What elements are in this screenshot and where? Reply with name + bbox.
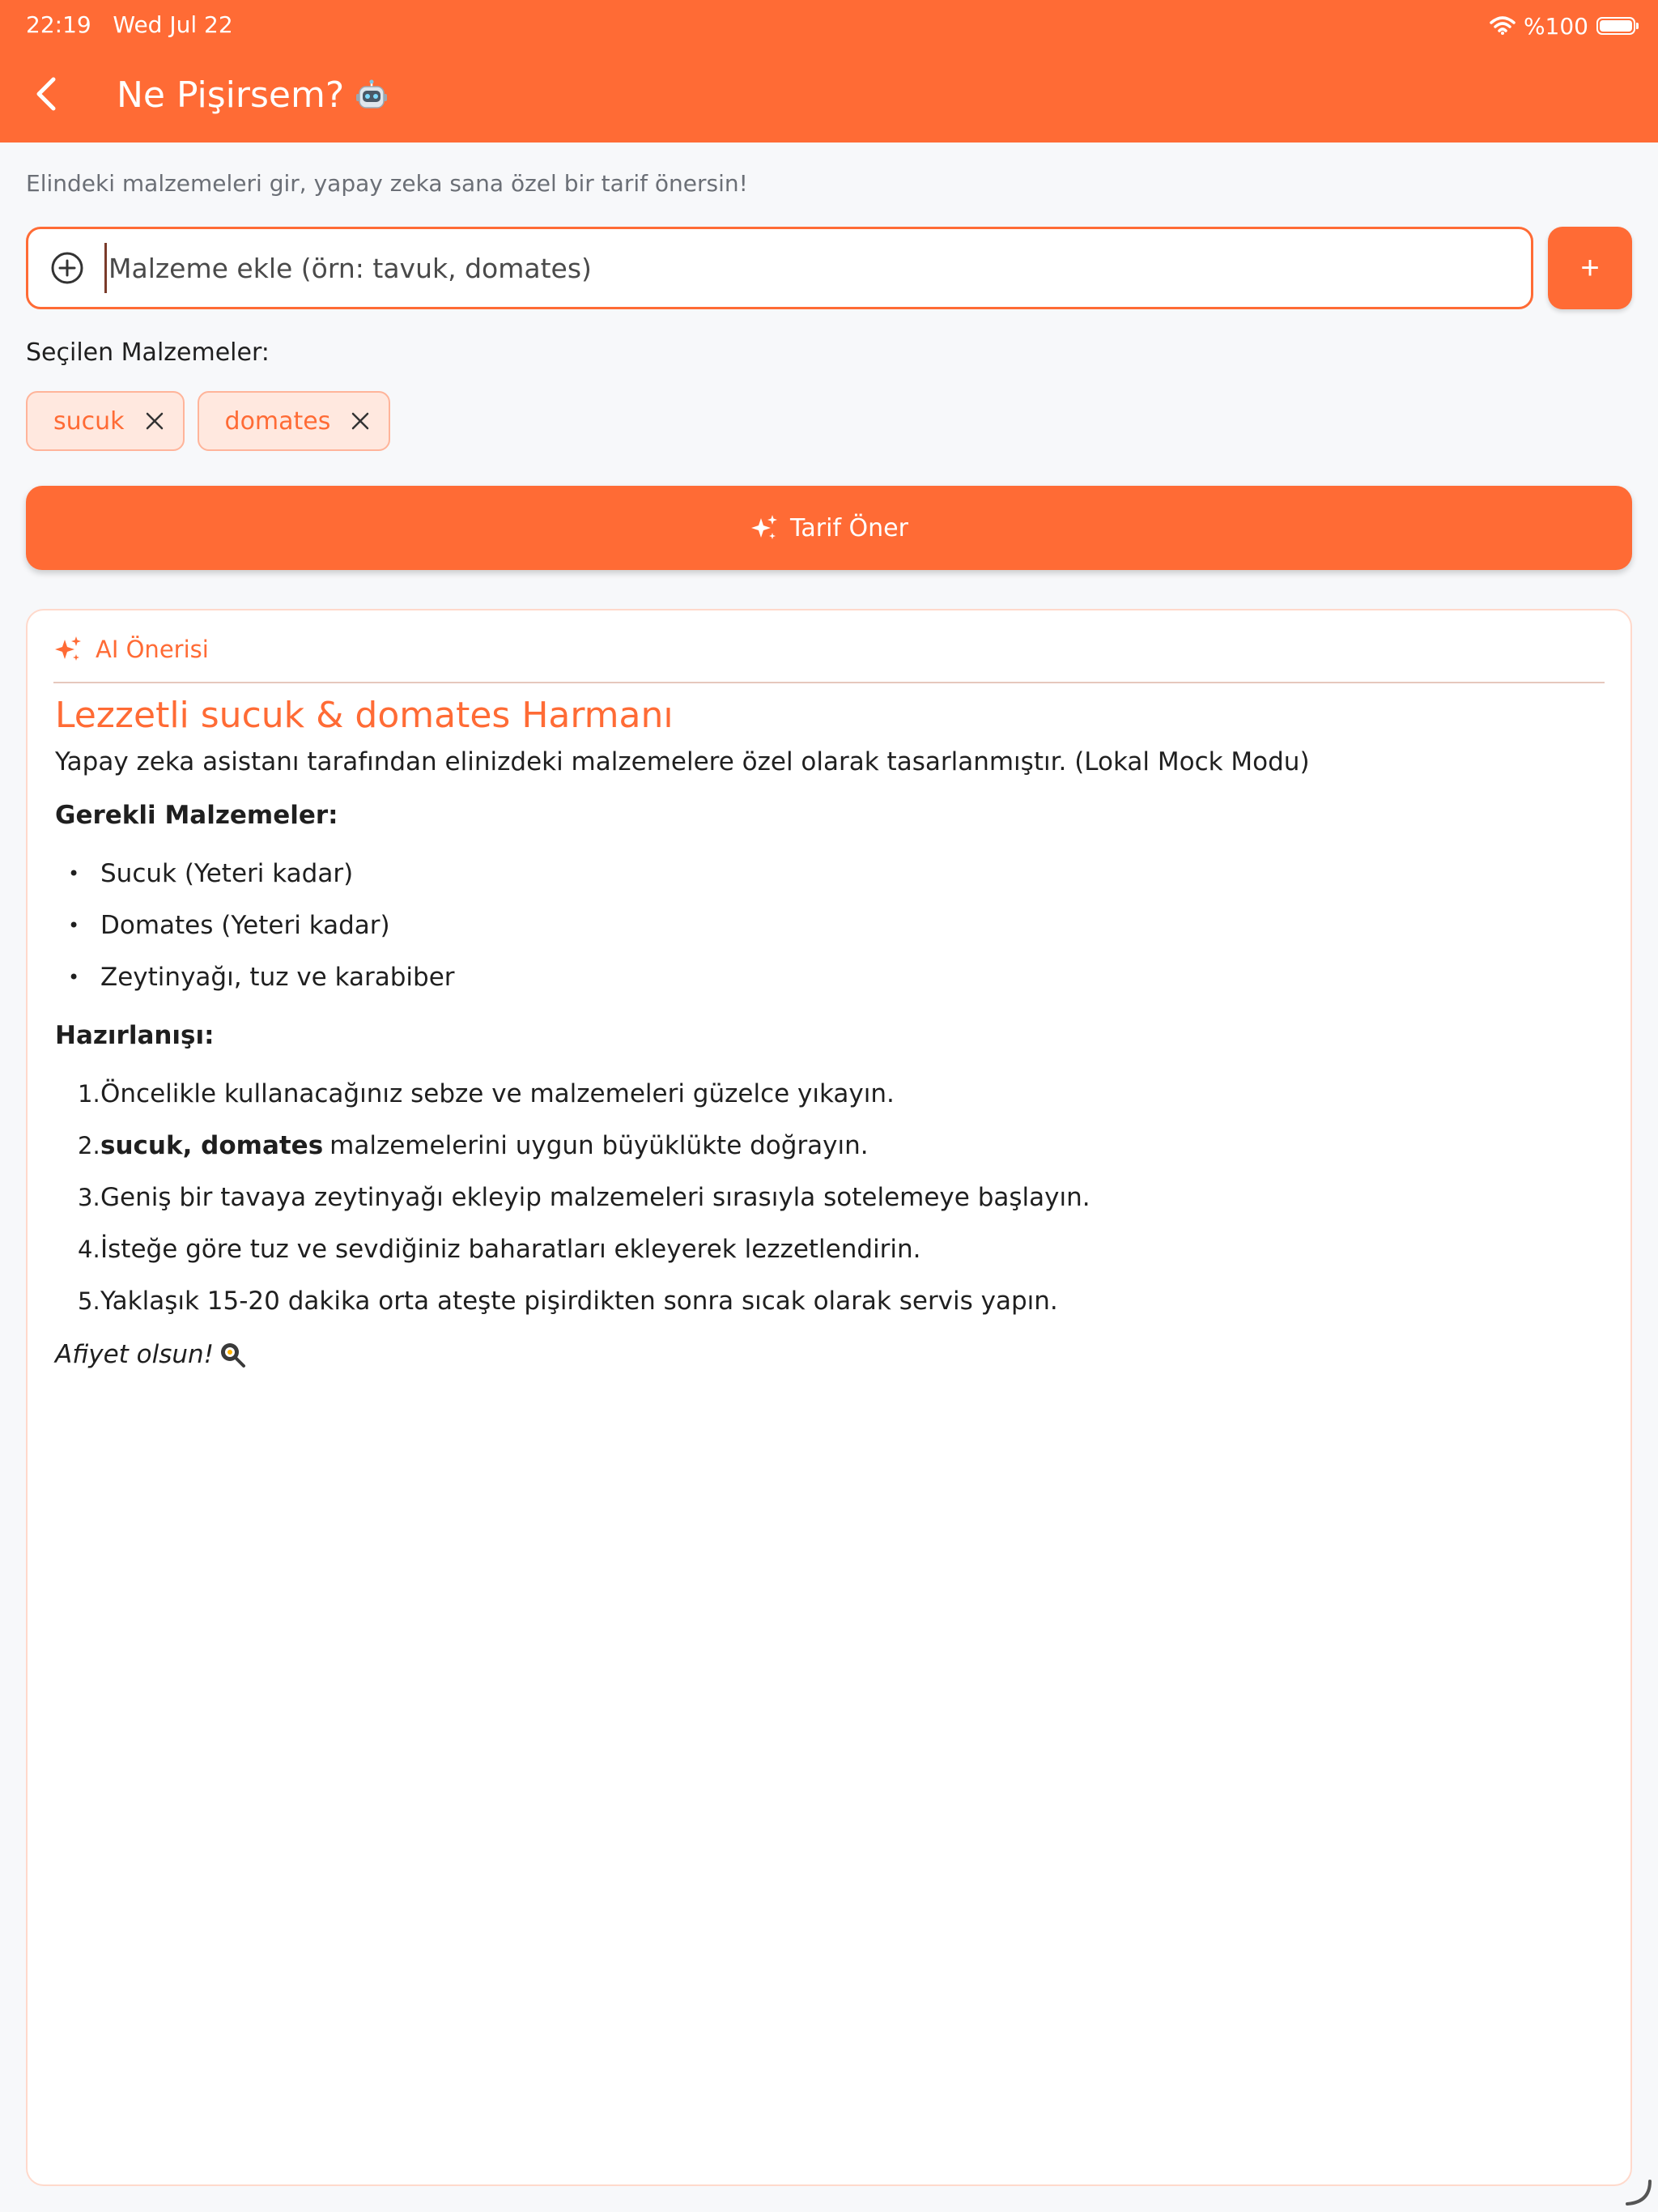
app-bar: [0, 0, 1658, 143]
ai-card-header-label: AI Önerisi: [96, 636, 209, 663]
steps-heading: Hazırlanışı:: [55, 1021, 215, 1050]
step-bold-text: sucuk, domates: [100, 1131, 324, 1160]
suggest-recipe-button[interactable]: [26, 486, 1632, 570]
step-item: [55, 1172, 1605, 1223]
status-date: Wed Jul 22: [113, 11, 233, 38]
close-icon[interactable]: [144, 410, 165, 432]
recipe-description: Yapay zeka asistanı tarafından elinizdeki malzemelere özel olarak tasarlanmıştır. (Lokal Mock Modu): [55, 747, 1310, 776]
list-item: • Zeytinyağı, tuz ve karabiber: [55, 951, 1605, 1003]
step-number: 4.: [78, 1236, 100, 1263]
robot-icon: [355, 79, 388, 112]
recipe-title: Lezzetli sucuk & domates Harmanı: [55, 695, 674, 736]
ingredients-heading: Gerekli Malzemeler:: [55, 801, 338, 830]
battery-percent: %100: [1523, 12, 1588, 40]
step-text: malzemelerini uygun büyüklükte doğrayın.: [329, 1131, 869, 1160]
selected-ingredients-chips: [26, 391, 390, 451]
chip-label: domates: [224, 406, 331, 436]
add-circle-icon: [49, 250, 85, 286]
chevron-left-icon: [31, 76, 63, 112]
ingredients-list: [55, 848, 1605, 1003]
selected-ingredients-label: Seçilen Malzemeler:: [26, 338, 270, 367]
back-button[interactable]: [23, 70, 71, 118]
page-title-text: Ne Pişirsem?: [117, 74, 345, 116]
sparkle-icon: [750, 513, 779, 542]
list-item: • Sucuk (Yeteri kadar): [55, 848, 1605, 900]
list-item: • Domates (Yeteri kadar): [55, 900, 1605, 951]
closing-text: Afiyet olsun!: [55, 1340, 215, 1369]
step-item: [55, 1275, 1605, 1327]
suggest-recipe-label: Tarif Öner: [790, 513, 908, 542]
step-number: 2.: [78, 1132, 100, 1159]
step-text: Yaklaşık 15-20 dakika orta ateşte pişirdikten sonra sıcak olarak servis yapın.: [100, 1287, 1058, 1316]
ingredient-chip-sucuk[interactable]: [26, 391, 185, 451]
closing-line: [55, 1340, 1605, 1369]
chip-label: sucuk: [53, 406, 125, 436]
wifi-icon: [1490, 16, 1516, 36]
status-clock: 22:19: [26, 11, 91, 38]
step-text: İsteğe göre tuz ve sevdiğiniz baharatları ekleyerek lezzetlendirin.: [100, 1235, 921, 1264]
ai-card-header: [53, 635, 209, 664]
step-number: 3.: [78, 1184, 100, 1211]
status-indicators: [1490, 11, 1635, 40]
sparkle-icon: [53, 635, 83, 664]
step-number: 5.: [78, 1287, 100, 1315]
resize-handle-icon: [1624, 2178, 1653, 2207]
ai-suggestion-card: [26, 609, 1632, 2186]
steps-list: [55, 1068, 1605, 1327]
step-text: Öncelikle kullanacağınız sebze ve malzemeleri güzelce yıkayın.: [100, 1079, 895, 1108]
ingredient-chip-domates[interactable]: [198, 391, 391, 451]
battery-icon: [1596, 17, 1635, 35]
step-item: [55, 1223, 1605, 1275]
recipe-content: [55, 695, 1605, 1369]
step-item: [55, 1068, 1605, 1120]
ingredient-input[interactable]: [104, 243, 1531, 293]
step-item: [55, 1120, 1605, 1172]
ingredient-input-box[interactable]: [26, 227, 1533, 309]
page-title: [117, 74, 388, 116]
step-text: Geniş bir tavaya zeytinyağı ekleyip malzemeleri sırasıyla sotelemeye başlayın.: [100, 1183, 1090, 1212]
add-ingredient-button[interactable]: +: [1548, 227, 1632, 309]
status-time: [26, 11, 233, 38]
divider: [53, 682, 1605, 683]
close-icon[interactable]: [350, 410, 371, 432]
step-number: 1.: [78, 1080, 100, 1108]
page-subtitle: Elindeki malzemeleri gir, yapay zeka sana özel bir tarif önersin!: [26, 170, 748, 197]
frying-pan-icon: [219, 1341, 246, 1368]
